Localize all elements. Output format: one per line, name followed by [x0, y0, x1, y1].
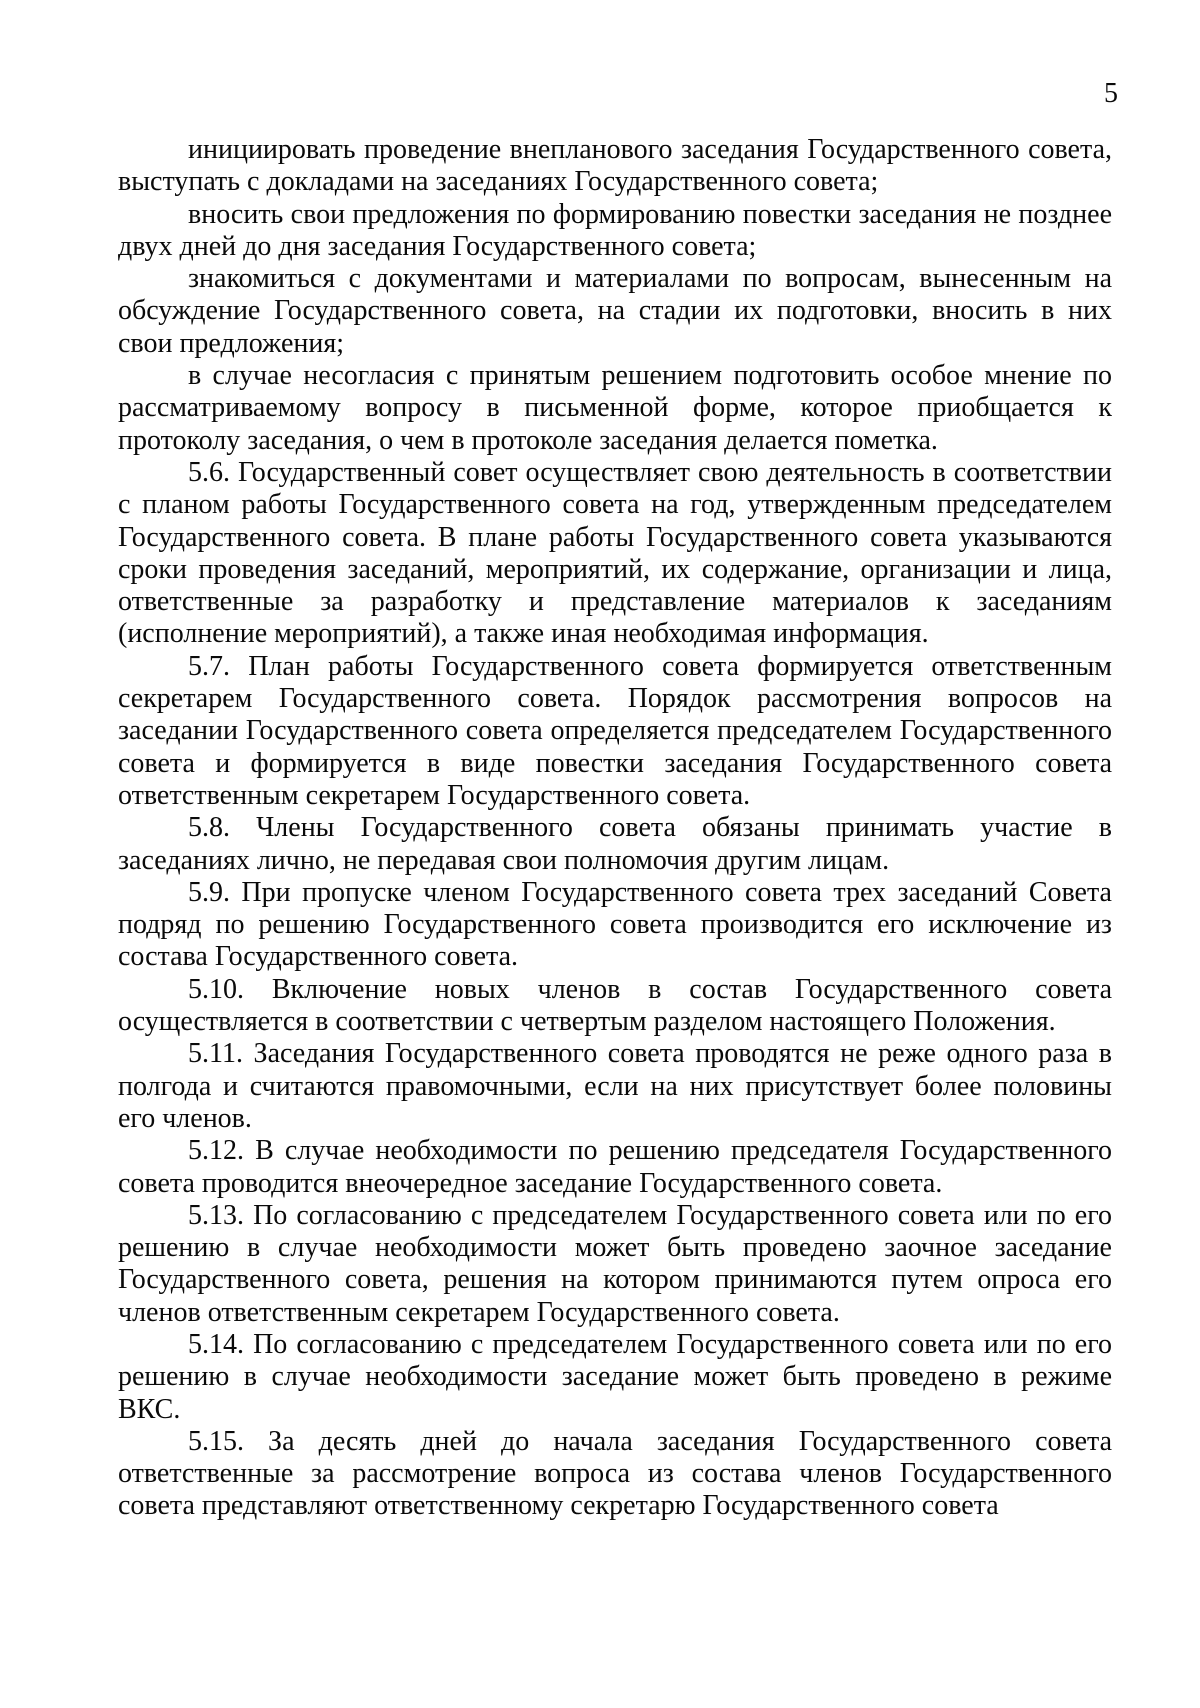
paragraph-initiate-meeting: инициировать проведение внепланового заседания Государственного совета, выступать с докладами на заседаниях Государственного совета; [118, 134, 1112, 198]
paragraph-5-11: 5.11. Заседания Государственного совета проводятся не реже одного раза в полгода и считаются правомочными, если на них присутствует более половины его членов. [118, 1038, 1112, 1134]
paragraph-5-15: 5.15. За десять дней до начала заседания Государственного совета ответственные за рассмотрение вопроса из состава членов Государственного совета представляют ответственному секретарю Государственного совета [118, 1425, 1112, 1522]
paragraph-5-12: 5.12. В случае необходимости по решению председателя Государственного совета проводится внеочередное заседание Государственного совета. [118, 1135, 1112, 1199]
paragraph-5-14: 5.14. По согласованию с председателем Государственного совета или по его решению в случае необходимости заседание может быть проведено в режиме ВКС. [118, 1328, 1112, 1425]
paragraph-5-6: 5.6. Государственный совет осуществляет свою деятельность в соответствии с планом работы Государственного совета на год, утвержденным председателем Государственного совета. В плане работы Государственного совета указываются сроки проведения заседаний, мероприятий, их содержание, организации и лица, ответственные за разработку и представление материалов к заседаниям (исполнение мероприятий), а также иная необходимая информация. [118, 456, 1112, 650]
paragraph-5-13: 5.13. По согласованию с председателем Государственного совета или по его решению в случае необходимости может быть проведено заочное заседание Государственного совета, решения на котором принимаются путем опроса его членов ответственным секретарем Государственного совета. [118, 1199, 1112, 1328]
paragraph-5-9: 5.9. При пропуске членом Государственного совета трех заседаний Совета подряд по решению Государственного совета производится его исключение из состава Государственного совета. [118, 876, 1112, 973]
document-body [118, 134, 1112, 1523]
page-number: 5 [1104, 78, 1118, 109]
paragraph-review-documents: знакомиться с документами и материалами по вопросам, вынесенным на обсуждение Государственного совета, на стадии их подготовки, вносить в них свои предложения; [118, 263, 1112, 359]
paragraph-5-7: 5.7. План работы Государственного совета формируется ответственным секретарем Государственного совета. Порядок рассмотрения вопросов на заседании Государственного совета определяется председателем Государственного совета и формируется в виде повестки заседания Государственного совета ответственным секретарем Государственного совета. [118, 650, 1112, 811]
paragraph-dissenting-opinion: в случае несогласия с принятым решением подготовить особое мнение по рассматриваемому вопросу в письменной форме, которое приобщается к протоколу заседания, о чем в протоколе заседания делается пометка. [118, 360, 1112, 456]
paragraph-5-10: 5.10. Включение новых членов в состав Государственного совета осуществляется в соответствии с четвертым разделом настоящего Положения. [118, 973, 1112, 1038]
paragraph-submit-proposals: вносить свои предложения по формированию повестки заседания не позднее двух дней до дня заседания Государственного совета; [118, 198, 1112, 262]
paragraph-5-8: 5.8. Члены Государственного совета обязаны принимать участие в заседаниях лично, не передавая свои полномочия другим лицам. [118, 812, 1112, 876]
